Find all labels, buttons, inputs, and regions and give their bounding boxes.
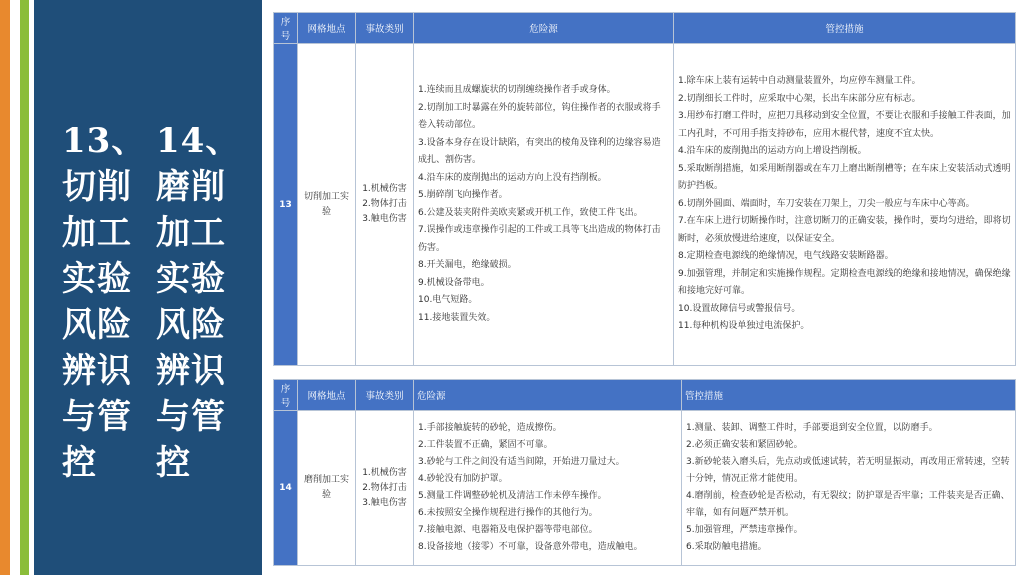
decor-stripe-white xyxy=(10,0,20,575)
measure-item: 3.用纱布打磨工件时，应把刀具移动到安全位置，不要让衣服和手接触工件表面，加工内孔时，不可用手指支持砂布，应用木棍代替，速度不宜太快。 xyxy=(678,111,1011,139)
row-number: 13 xyxy=(274,44,298,366)
header-location: 网格地点 xyxy=(298,380,356,411)
hazard-list xyxy=(414,411,682,566)
measure-item: 5.采取断削措施，如采用断削器或在车刀上磨出断削槽等；在车床上安装活动式透明防护挡板。 xyxy=(678,163,1011,192)
header-location: 网格地点 xyxy=(298,13,356,44)
measure-item: 9.加强管理，并制定和实施操作规程。定期检查电源线的绝缘和接地情况，确保绝缘和接地完好可靠。 xyxy=(678,268,1011,297)
hazard-list xyxy=(414,44,674,366)
slide-title-13: 13、 切削 加工 实验 风险 辨识 与管 控 xyxy=(62,121,147,483)
measure-item: 10.设置故障信号或警报信号。 xyxy=(678,303,801,314)
header-num: 序号 xyxy=(274,380,298,411)
hazard-item: 8.开关漏电，绝缘破损。 xyxy=(418,260,517,270)
table-header-row xyxy=(274,380,1016,411)
hazard-item: 7.接触电源、电器箱及电保护器等带电部位。 xyxy=(418,525,598,535)
hazard-item: 4.砂轮没有加防护罩。 xyxy=(418,474,508,484)
hazard-item: 8.设备接地（接零）不可靠，设备意外带电，造成触电。 xyxy=(418,542,643,552)
decor-stripe-orange xyxy=(0,0,10,575)
hazard-item: 1.连续而且成螺旋状的切削缠绕操作者手或身体。 xyxy=(418,85,616,95)
measure-item: 1.测量、装卸、调整工件时，手部要退到安全位置，以防磨手。 xyxy=(686,423,938,433)
table-header-row xyxy=(274,13,1016,44)
measure-item: 2.切削细长工件时，应采取中心架，长出车床部分应有标志。 xyxy=(678,93,921,104)
hazard-item: 11.接地装置失效。 xyxy=(418,312,496,323)
hazard-item: 3.砂轮与工件之间没有适当间隙，开始进刀量过大。 xyxy=(418,457,625,467)
hazard-item: 5.崩碎削飞向操作者。 xyxy=(418,190,508,200)
measure-item: 2.必须正确安装和紧固砂轮。 xyxy=(686,440,803,450)
accident-category: 1.机械伤害 2.物体打击 3.触电伤害 xyxy=(356,44,414,366)
hazard-item: 2.工件装置不正确，紧固不可靠。 xyxy=(418,440,553,450)
measure-item: 6.切削外圆面、端面时，车刀安装在刀架上，刀尖一般应与车床中心等高。 xyxy=(678,198,975,209)
header-hazard: 危险源 xyxy=(414,380,682,411)
hazard-item: 6.公建及装夹附件美欧夹紧或开机工作，致使工件飞出。 xyxy=(418,207,643,218)
hazard-item: 4.沿车床的废削抛出的运动方向上没有挡削板。 xyxy=(418,172,607,183)
measures-list xyxy=(674,44,1016,366)
measure-item: 5.加强管理，严禁违章操作。 xyxy=(686,525,803,535)
hazard-item: 2.切削加工时暴露在外的旋转部位，钩住操作者的衣服或将手卷入转动部位。 xyxy=(418,102,661,130)
hazard-item: 9.机械设备带电。 xyxy=(418,277,490,288)
measure-item: 4.磨削前，检查砂轮是否松动，有无裂纹；防护罩是否牢靠；工件装夹是否正确、牢靠，如有问题严禁开机。 xyxy=(686,491,1010,518)
measure-item: 11.每种机构设单独过电流保护。 xyxy=(678,321,810,332)
table-row xyxy=(274,44,1016,366)
row-number: 14 xyxy=(274,411,298,566)
header-measures: 管控措施 xyxy=(674,13,1016,44)
accident-category: 1.机械伤害 2.物体打击 3.触电伤害 xyxy=(356,411,414,566)
hazard-item: 6.未按照安全操作规程进行操作的其他行为。 xyxy=(418,508,598,518)
hazard-item: 10.电气短路。 xyxy=(418,295,478,305)
measure-item: 3.新砂轮装入磨头后，先点动或低速试转，若无明显振动，再改用正常转速，空转十分钟，情况正常才能使用。 xyxy=(686,457,1010,484)
risk-table-14 xyxy=(273,379,1016,566)
header-hazard: 危险源 xyxy=(414,13,674,44)
header-measures: 管控措施 xyxy=(682,380,1016,411)
risk-table-13 xyxy=(273,12,1016,366)
measure-item: 8.定期检查电源线的绝缘情况，电气线路安装断路器。 xyxy=(678,251,894,262)
header-category: 事故类别 xyxy=(356,13,414,44)
measure-item: 6.采取防触电措施。 xyxy=(686,542,767,552)
header-num: 序号 xyxy=(274,13,298,44)
decor-stripe-green xyxy=(20,0,29,575)
measure-item: 1.除车床上装有运转中自动测量装置外，均应停车测量工件。 xyxy=(678,76,921,87)
slide-title-14: 14、 磨削 加工 实验 风险 辨识 与管 控 xyxy=(156,121,241,483)
hazard-item: 3.设备本身存在设计缺陷，有突出的棱角及锋利的边缘容易造成扎、割伤害。 xyxy=(418,137,661,165)
table-row xyxy=(274,411,1016,566)
hazard-item: 5.测量工件调整砂轮机及清洁工作未停车操作。 xyxy=(418,491,607,501)
grid-location: 切削加工实验 xyxy=(298,44,356,366)
measure-item: 4.沿车床的废削抛出的运动方向上增设挡削板。 xyxy=(678,146,867,157)
header-category: 事故类别 xyxy=(356,380,414,411)
grid-location: 磨削加工实验 xyxy=(298,411,356,566)
hazard-item: 7.误操作或违章操作引起的工件或工具等飞出造成的物体打击伤害。 xyxy=(418,225,661,253)
hazard-item: 1.手部接触旋转的砂轮，造成擦伤。 xyxy=(418,423,562,433)
measure-item: 7.在车床上进行切断操作时，注意切断刀的正确安装，操作时，要均匀进给，即将切断时，必须放慢进给速度，以保证安全。 xyxy=(678,216,1011,244)
measures-list xyxy=(682,411,1016,566)
